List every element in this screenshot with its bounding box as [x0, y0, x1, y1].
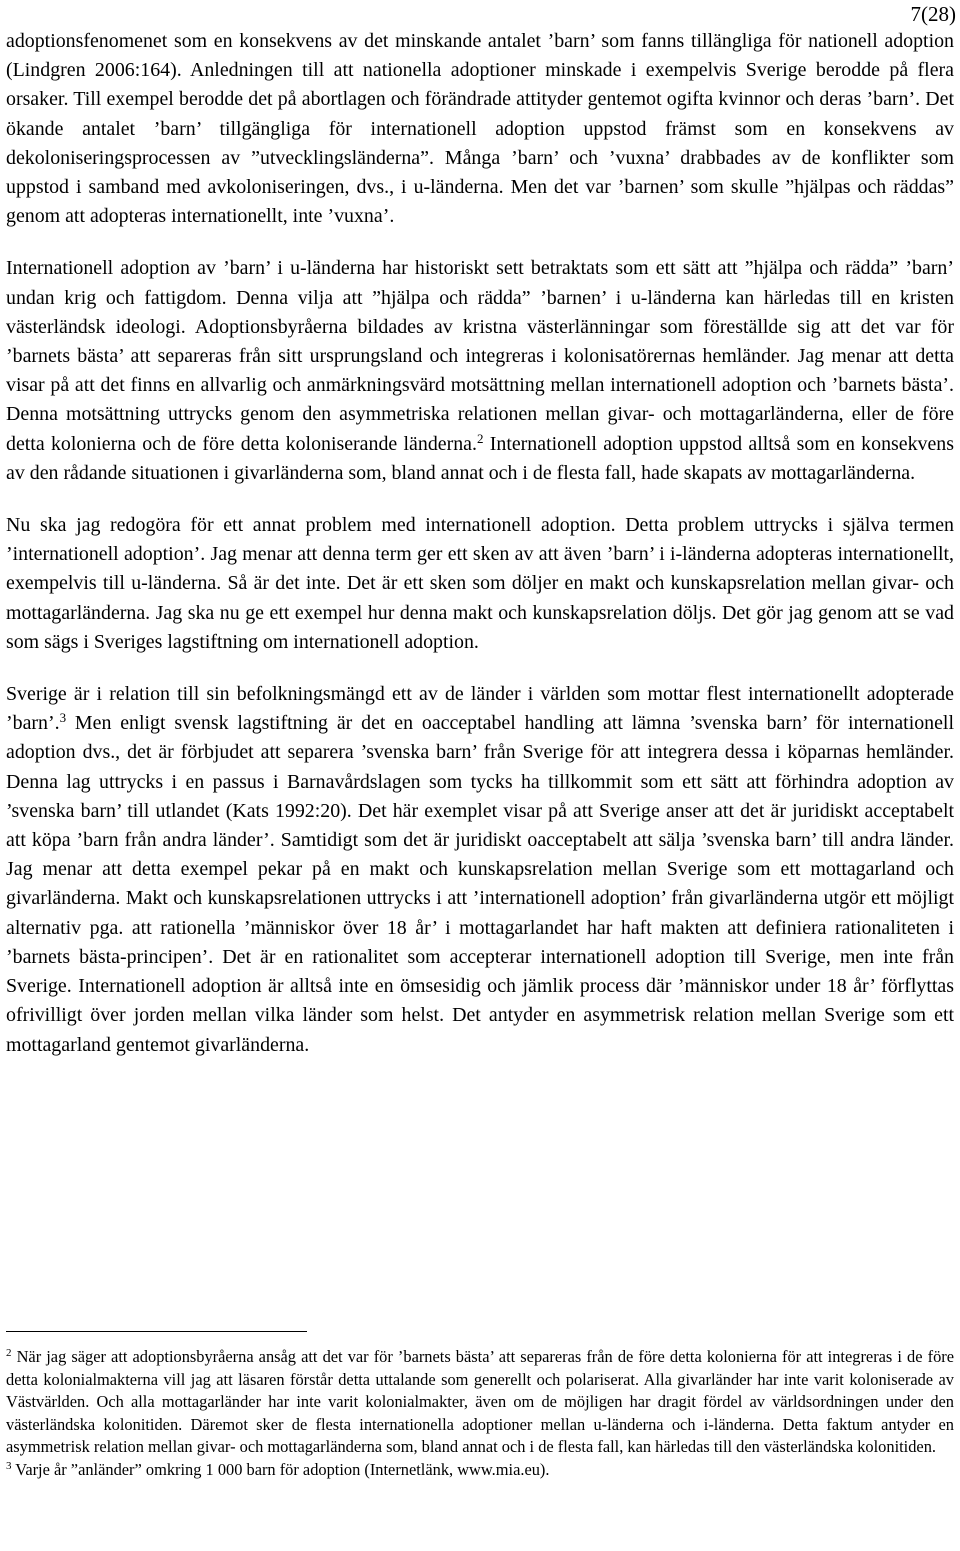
footnote-marker: 3	[6, 1459, 12, 1472]
footnotes	[6, 1331, 954, 1482]
footnote-marker: 2	[6, 1347, 12, 1359]
paragraph-1	[6, 27, 954, 231]
footnote-divider	[6, 1331, 307, 1332]
paragraph-3	[6, 511, 954, 657]
footnote-ref-2: 2	[476, 430, 484, 446]
paragraph-text: Men enligt svensk lagstiftning är det en oacceptabel handling att lämna ’svenska barn’ för internationell adoption dvs., det är förbjudet att separera ’svenska barn’ från Sverige för att integrera dessa i köparnas hemländer. Denna lag uttrycks i en passus i Barnavårdslagen som tycks ha tillkommit som ett sätt att förhindra adoption av ’svenska barn’ till utlandet (Kats 1992:20). Det här exemplet visar på att Sverige anser att det är juridiskt acceptabelt att köpa ’barn från andra länder’. Samtidigt som det är juridiskt oacceptabelt att sälja ’svenska barn’ till andra länder. Jag menar att detta exempel pekar på en makt och kunskapsrelation mellan Sverige som ett mottagarland och givarländerna. Makt och kunskapsrelationen uttrycks i att ’internationell adoption’ från givarländerna utgör ett möjligt alternativ pga. att rationella ’människor över 18 år’ i mottagarlandet har haft makten att definiera rationaliteten i ’barnets bästa-principen’. Det är en rationalitet som accepterar internationell adoption till Sverige, men inte från Sverige. Internationell adoption är alltså inte en ömsesidig och jämlik process där ’människor under 18 år’ förflyttas ofrivilligt över jorden mellan vilka länder som helst. Det antyder en asymmetrisk relation mellan Sverige som ett mottagarland gentemot givarländerna.	[6, 712, 954, 1056]
footnote-2	[6, 1346, 954, 1459]
paragraph-text: Internationell adoption av ’barn’ i u-länderna har historiskt sett betraktats som ett sätt att ”hjälpa och rädda” ’barn’ undan krig och fattigdom. Denna vilja att ”hjälpa och rädda” ’barnen’ i u-länderna kan härledas till en kristen västerländsk ideologi. Adoptionsbyråerna bildades av kristna västerlänningar som föreställde sig att det var för ’barnets bästa’ att separeras från sitt ursprungsland och integreras i kolonisatörernas hemländer. Jag menar att detta visar på att det finns en allvarlig och anmärkningsvärd motsättning mellan internationell adoption och ’barnets bästa’. Denna motsättning uttrycks genom den asymmetriska relationen mellan givar- och mottagarländerna, eller de före detta kolonierna och de före detta koloniserande länderna.	[6, 257, 954, 455]
paragraph-text: adoptionsfenomenet som en konsekvens av det minskande antalet ’barn’ som fanns tillängliga för nationell adoption (Lindgren 2006:164). Anledningen till att nationella adoptioner minskade i exempelvis Sverige berodde på flera orsaker. Till exempel berodde det på abortlagen och förändrade attityder gentemot ogifta kvinnor och deras ’barn’. Det ökande antalet ’barn’ tillgängliga för internationell adoption uppstod främst som en konsekvens av dekoloniseringsprocessen av ”utvecklingsländerna”. Många ’barn’ och ’vuxna’ drabbades av de konflikter som uppstod i samband med avkoloniseringen, dvs., i u-länderna. Men det var ’barnen’ som skulle ”hjälpas och räddas” genom att adopteras internationellt, inte ’vuxna’.	[6, 30, 954, 228]
paragraph-text: Internationell adoption uppstod alltså som en konsekvens av den rådande situationen i givarländerna som, bland annat och i de flesta fall, hade skapats av mottagarländerna.	[6, 432, 954, 484]
paragraph-text: Nu ska jag redogöra för ett annat problem med internationell adoption. Detta problem uttrycks i själva termen ’internationell adoption’. Jag menar att denna term ger ett sken av att även ’barn’ i i-länderna adopteras internationellt, exempelvis till u-länderna. Så är det inte. Det är ett sken som döljer en makt och kunskapsrelation mellan givar- och mottagarländerna. Jag ska nu ge ett exempel hur denna makt och kunskapsrelation döljs. Det gör jag genom att se vad som sägs i Sveriges lagstiftning om internationell adoption.	[6, 514, 954, 653]
body-text	[6, 27, 954, 1083]
paragraph-text: Sverige är i relation till sin befolkningsmängd ett av de länder i världen som mottar flest internationellt adopterade ’barn’.	[6, 683, 954, 735]
paragraph-4	[6, 680, 954, 1060]
footnote-text: Varje år ”anländer” omkring 1 000 barn för adoption (Internetlänk, www.mia.eu).	[11, 1459, 550, 1479]
footnote-text: När jag säger att adoptionsbyråerna ansåg att det var för ’barnets bästa’ att separeras från de före detta kolonierna för att integreras i de före detta kolonialmakterna vill jag att läsaren förstår detta uttalande som generellt och polariserat. Alla givarländer har inte varit koloniserade av Västvärlden. Och alla mottagarländer har inte varit kolonialmakter, även om de möjligen har dragit fördel av världsordningen under den västerländska kolonitiden. Däremot sker de flesta internationella adoptioner mellan u-länderna och i-länderna. Detta faktum antyder en asymmetrisk relation mellan givar- och mottagarländerna som, bland annat och i de flesta fall, kan härledas till den västerländska kolonitiden.	[6, 1347, 954, 1457]
footnote-ref-3: 3	[59, 710, 67, 726]
paragraph-2	[6, 254, 954, 488]
page-number: 7(28)	[910, 2, 956, 26]
footnote-3	[6, 1459, 954, 1482]
